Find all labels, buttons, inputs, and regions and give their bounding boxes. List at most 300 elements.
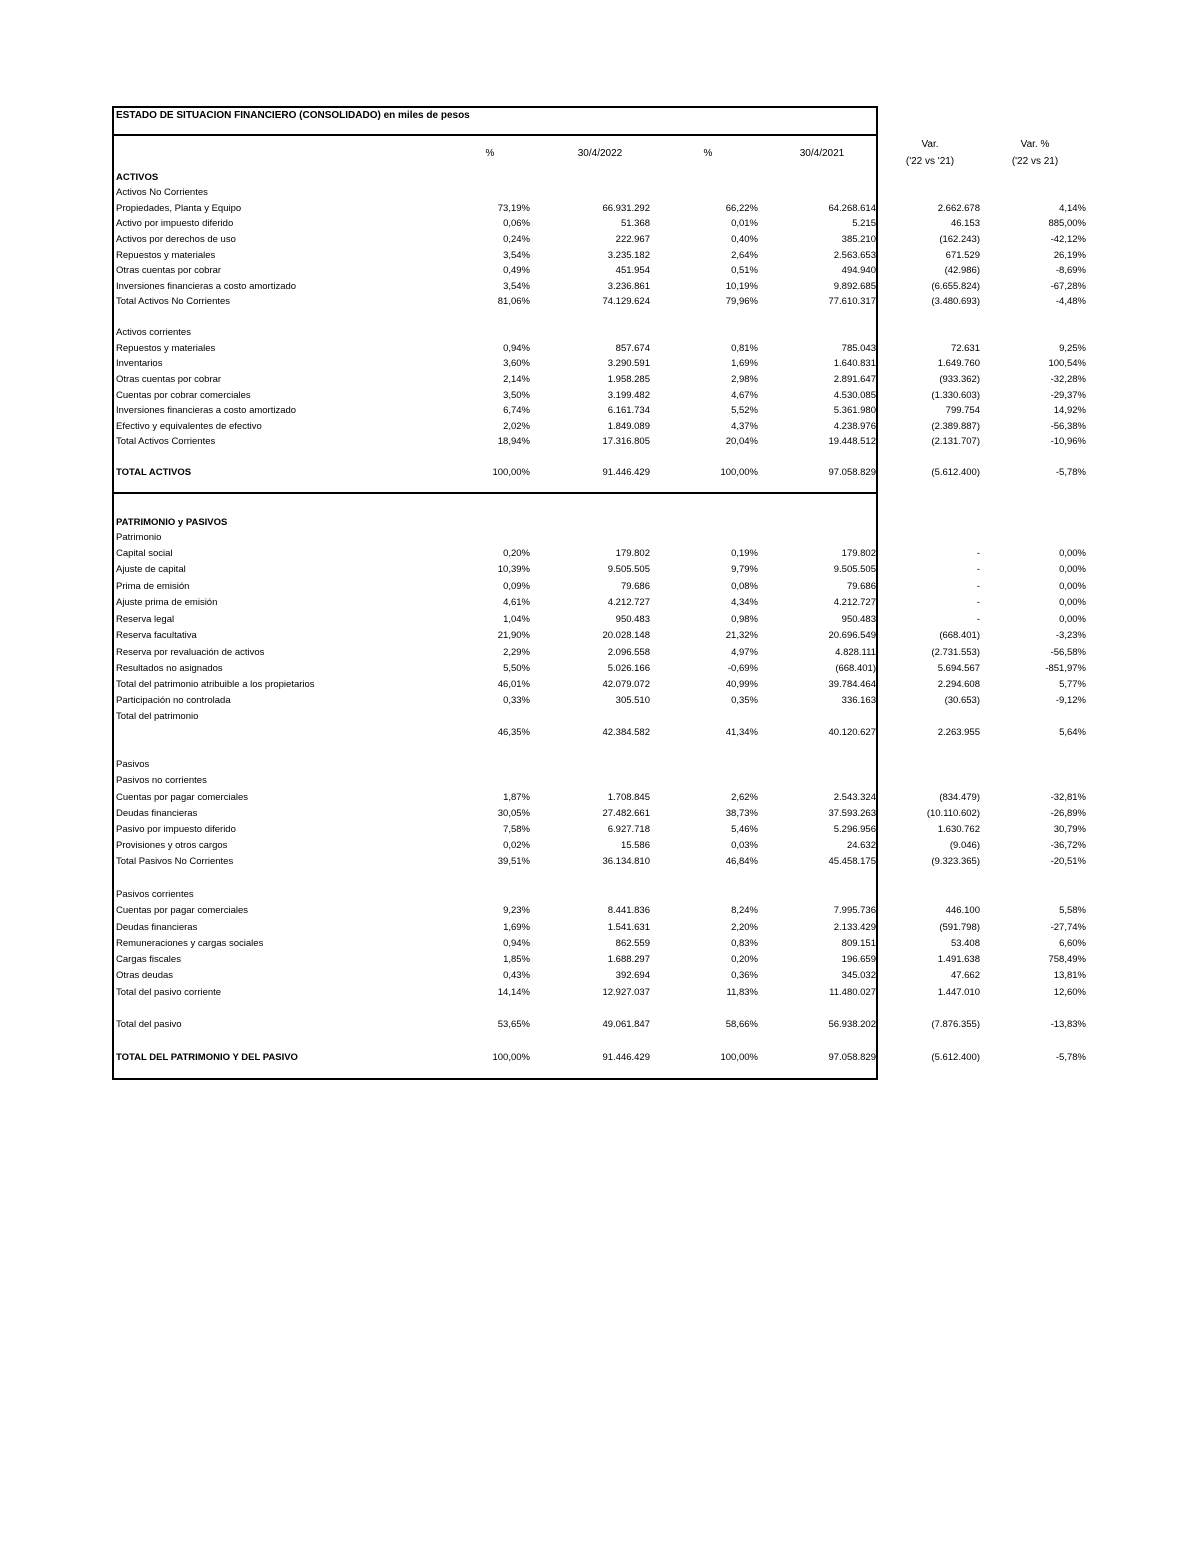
row-value-col5: (162.243) — [939, 234, 980, 245]
row-value-col1: 7,58% — [503, 824, 530, 835]
row-label: Total del pasivo corriente — [116, 987, 222, 998]
row-value-col2: 20.028.148 — [602, 630, 650, 641]
row-label: Cuentas por pagar comerciales — [116, 792, 249, 803]
row-value-col1: 73,19% — [497, 203, 530, 214]
header-varpct-line1: Var. % — [1020, 139, 1050, 150]
row-value-col6: 13,81% — [1053, 970, 1086, 981]
row-value-col2: 15.586 — [620, 840, 650, 851]
row-label: Repuestos y materiales — [116, 343, 216, 354]
row-value-col4: 2.133.429 — [833, 922, 876, 933]
row-value-col2: 17.316.805 — [602, 436, 650, 447]
row-value-col1: 39,51% — [497, 856, 530, 867]
row-value-col6: -42,12% — [1050, 234, 1086, 245]
table-row — [0, 263, 1200, 278]
row-label: Cuentas por cobrar comerciales — [116, 390, 251, 401]
row-value-col2: 1.541.631 — [607, 922, 650, 933]
row-value-col5: - — [976, 597, 980, 608]
row-value-col4: 40.120.627 — [828, 727, 876, 738]
row-value-col4: 79.686 — [846, 581, 876, 592]
row-value-col6: -36,72% — [1050, 840, 1086, 851]
row-value-col3: 100,00% — [720, 467, 758, 478]
row-value-col5: 47.662 — [950, 970, 980, 981]
table-row — [0, 185, 1200, 200]
row-value-col1: 0,94% — [503, 343, 530, 354]
row-value-col2: 3.199.482 — [607, 390, 650, 401]
row-value-col2: 27.482.661 — [602, 808, 650, 819]
table-row — [0, 887, 1200, 902]
row-value-col3: 2,62% — [731, 792, 758, 803]
row-value-col4: 179.802 — [841, 548, 876, 559]
row-value-col4: 950.483 — [841, 614, 876, 625]
row-value-col4: 5.215 — [852, 218, 876, 229]
header-var-line1: Var. — [921, 139, 939, 150]
row-value-col2: 74.129.624 — [602, 296, 650, 307]
row-label: Patrimonio — [116, 532, 162, 543]
table-row — [0, 403, 1200, 418]
table-row — [0, 325, 1200, 340]
row-value-col3: 0,35% — [731, 695, 758, 706]
row-value-col4: 336.163 — [841, 695, 876, 706]
row-value-col3: 0,83% — [731, 938, 758, 949]
row-value-col5: 799.754 — [945, 405, 980, 416]
row-value-col1: 0,06% — [503, 218, 530, 229]
row-label: Pasivos corrientes — [116, 889, 194, 900]
row-label: Prima de emisión — [116, 581, 190, 592]
table-row — [0, 279, 1200, 294]
row-label: TOTAL ACTIVOS — [116, 467, 192, 478]
row-label: Otras cuentas por cobrar — [116, 374, 222, 385]
row-value-col3: 4,34% — [731, 597, 758, 608]
row-value-col3: 0,36% — [731, 970, 758, 981]
row-value-col6: 0,00% — [1059, 614, 1086, 625]
table-row — [0, 530, 1200, 545]
row-value-col1: 0,20% — [503, 548, 530, 559]
row-value-col1: 0,24% — [503, 234, 530, 245]
row-value-col1: 2,14% — [503, 374, 530, 385]
row-value-col4: 64.268.614 — [828, 203, 876, 214]
row-value-col5: 2.662.678 — [937, 203, 980, 214]
row-value-col4: 77.610.317 — [828, 296, 876, 307]
row-value-col6: 5,58% — [1059, 905, 1086, 916]
row-value-col1: 0,33% — [503, 695, 530, 706]
row-value-col5: (2.131.707) — [931, 436, 980, 447]
row-value-col3: 10,19% — [725, 281, 758, 292]
row-value-col5: 2.294.608 — [937, 679, 980, 690]
row-value-col5: - — [976, 548, 980, 559]
row-label: Efectivo y equivalentes de efectivo — [116, 421, 262, 432]
row-value-col5: (1.330.603) — [931, 390, 980, 401]
row-value-col1: 0,02% — [503, 840, 530, 851]
row-value-col6: 0,00% — [1059, 581, 1086, 592]
table-row — [0, 388, 1200, 403]
header-varpct-line2: ('22 vs 21) — [1011, 156, 1059, 167]
row-value-col4: 11.480.027 — [829, 987, 876, 998]
row-value-col1: 0,94% — [503, 938, 530, 949]
row-value-col3: 38,73% — [725, 808, 758, 819]
row-value-col4: 809.151 — [841, 938, 876, 949]
table-row — [0, 920, 1200, 935]
row-value-col4: 37.593.263 — [828, 808, 876, 819]
row-value-col1: 14,14% — [497, 987, 530, 998]
row-value-col1: 4,61% — [503, 597, 530, 608]
row-value-col6: -8,69% — [1055, 265, 1086, 276]
row-value-col1: 18,94% — [497, 436, 530, 447]
table-row — [0, 725, 1200, 740]
row-value-col3: 0,81% — [731, 343, 758, 354]
row-value-col1: 2,02% — [503, 421, 530, 432]
row-value-col6: 30,79% — [1053, 824, 1086, 835]
row-value-col1: 3,54% — [503, 250, 530, 261]
row-value-col5: (5.612.400) — [931, 1052, 980, 1063]
row-value-col1: 1,87% — [503, 792, 530, 803]
row-value-col5: (591.798) — [939, 922, 980, 933]
row-value-col1: 1,85% — [503, 954, 530, 965]
row-value-col4: 1.640.831 — [833, 358, 876, 369]
row-value-col5: 46.153 — [950, 218, 980, 229]
table-row — [0, 1050, 1200, 1065]
row-value-col6: 9,25% — [1059, 343, 1086, 354]
row-value-col2: 392.694 — [615, 970, 650, 981]
row-label: PATRIMONIO y PASIVOS — [116, 517, 228, 528]
row-value-col4: 4.238.976 — [833, 421, 876, 432]
row-value-col1: 100,00% — [492, 467, 530, 478]
row-value-col5: (2.389.887) — [931, 421, 980, 432]
row-value-col6: 5,77% — [1059, 679, 1086, 690]
row-value-col4: 196.659 — [841, 954, 876, 965]
row-value-col4: 7.995.736 — [833, 905, 876, 916]
row-value-col4: 2.563.653 — [833, 250, 876, 261]
row-value-col4: 4.828.111 — [835, 647, 876, 658]
row-value-col4: 5.361.980 — [833, 405, 876, 416]
row-value-col1: 0,49% — [503, 265, 530, 276]
row-value-col2: 305.510 — [615, 695, 650, 706]
row-value-col6: -13,83% — [1050, 1019, 1086, 1030]
row-value-col1: 2,29% — [503, 647, 530, 658]
row-value-col5: - — [976, 564, 980, 575]
row-value-col4: 494.940 — [841, 265, 876, 276]
row-label: Reserva facultativa — [116, 630, 197, 641]
row-label: Pasivos — [116, 759, 150, 770]
table-row — [0, 294, 1200, 309]
row-value-col6: 4,14% — [1059, 203, 1086, 214]
row-value-col1: 9,23% — [503, 905, 530, 916]
row-value-col2: 1.849.089 — [607, 421, 650, 432]
row-label: Cargas fiscales — [116, 954, 181, 965]
row-value-col2: 1.958.285 — [607, 374, 650, 385]
row-value-col5: 53.408 — [950, 938, 980, 949]
row-value-col2: 49.061.847 — [602, 1019, 650, 1030]
row-value-col3: 21,32% — [725, 630, 758, 641]
row-label: Ajuste prima de emisión — [116, 597, 218, 608]
table-row — [0, 595, 1200, 610]
row-value-col6: -29,37% — [1050, 390, 1086, 401]
row-value-col1: 46,35% — [497, 727, 530, 738]
row-value-col2: 862.559 — [615, 938, 650, 949]
row-value-col2: 5.026.166 — [607, 663, 650, 674]
table-row — [0, 757, 1200, 772]
row-label: Inversiones financieras a costo amortizado — [116, 405, 297, 416]
row-value-col2: 79.686 — [620, 581, 650, 592]
row-value-col6: -26,89% — [1050, 808, 1086, 819]
row-value-col2: 179.802 — [615, 548, 650, 559]
row-label: Inventarios — [116, 358, 163, 369]
row-value-col1: 53,65% — [497, 1019, 530, 1030]
row-value-col6: 5,64% — [1059, 727, 1086, 738]
row-label: Remuneraciones y cargas sociales — [116, 938, 264, 949]
row-label: Total Activos No Corrientes — [116, 296, 231, 307]
row-value-col5: 72.631 — [950, 343, 980, 354]
row-value-col4: 2.891.647 — [833, 374, 876, 385]
row-value-col2: 66.931.292 — [602, 203, 650, 214]
row-value-col6: -3,23% — [1055, 630, 1086, 641]
row-value-col6: -67,28% — [1050, 281, 1086, 292]
row-value-col2: 51.368 — [620, 218, 650, 229]
row-label: Activo por impuesto diferido — [116, 218, 234, 229]
row-value-col5: (42.986) — [944, 265, 980, 276]
row-value-col3: 66,22% — [725, 203, 758, 214]
row-value-col6: -20,51% — [1050, 856, 1086, 867]
row-value-col4: 9.505.505 — [833, 564, 876, 575]
table-row — [0, 201, 1200, 216]
row-label: Reserva legal — [116, 614, 175, 625]
header-pct-2021: % — [703, 148, 713, 159]
row-label: Activos corrientes — [116, 327, 191, 338]
table-row — [0, 661, 1200, 676]
table-row — [0, 248, 1200, 263]
row-value-col1: 81,06% — [497, 296, 530, 307]
row-value-col5: (9.323.365) — [931, 856, 980, 867]
row-value-col4: 97.058.829 — [828, 467, 876, 478]
row-value-col5: 446.100 — [945, 905, 980, 916]
row-value-col3: 0,19% — [731, 548, 758, 559]
table-row — [0, 612, 1200, 627]
table-row — [0, 434, 1200, 449]
row-value-col5: - — [976, 614, 980, 625]
row-value-col4: 9.892.685 — [833, 281, 876, 292]
row-value-col2: 42.079.072 — [602, 679, 650, 690]
row-value-col3: 1,69% — [731, 358, 758, 369]
row-value-col6: 6,60% — [1059, 938, 1086, 949]
row-value-col2: 2.096.558 — [607, 647, 650, 658]
row-label: Pasivos no corrientes — [116, 775, 207, 786]
row-value-col2: 1.708.845 — [607, 792, 650, 803]
row-value-col6: 12,60% — [1053, 987, 1086, 998]
row-value-col2: 6.927.718 — [607, 824, 650, 835]
row-value-col2: 857.674 — [615, 343, 650, 354]
row-value-col6: 26,19% — [1053, 250, 1086, 261]
row-value-col5: (5.612.400) — [931, 467, 980, 478]
row-value-col3: 0,01% — [731, 218, 758, 229]
row-value-col1: 30,05% — [497, 808, 530, 819]
row-value-col5: (933.362) — [939, 374, 980, 385]
row-value-col4: 39.784.464 — [828, 679, 876, 690]
row-label: Deudas financieras — [116, 808, 198, 819]
row-label: Total del pasivo — [116, 1019, 182, 1030]
table-row — [0, 677, 1200, 692]
row-value-col2: 950.483 — [615, 614, 650, 625]
row-value-col2: 3.235.182 — [607, 250, 650, 261]
row-value-col6: -5,78% — [1055, 467, 1086, 478]
table-row — [0, 170, 1200, 185]
table-row — [0, 562, 1200, 577]
row-value-col5: - — [976, 581, 980, 592]
row-value-col2: 9.505.505 — [607, 564, 650, 575]
table-row — [0, 546, 1200, 561]
row-value-col4: 20.696.549 — [828, 630, 876, 641]
row-value-col4: 345.032 — [841, 970, 876, 981]
row-value-col4: 4.530.085 — [833, 390, 876, 401]
table-row — [0, 822, 1200, 837]
row-value-col6: 0,00% — [1059, 597, 1086, 608]
row-value-col3: 2,64% — [731, 250, 758, 261]
row-value-col6: 758,49% — [1048, 954, 1086, 965]
row-label: Total del patrimonio — [116, 711, 199, 722]
row-value-col1: 3,50% — [503, 390, 530, 401]
table-row — [0, 372, 1200, 387]
row-value-col5: 5.694.567 — [937, 663, 980, 674]
row-value-col3: 46,84% — [725, 856, 758, 867]
row-value-col6: 0,00% — [1059, 548, 1086, 559]
table-row — [0, 419, 1200, 434]
row-label: Otras deudas — [116, 970, 174, 981]
row-value-col6: -56,38% — [1050, 421, 1086, 432]
row-value-col6: -32,81% — [1050, 792, 1086, 803]
table-row — [0, 773, 1200, 788]
row-value-col6: 885,00% — [1048, 218, 1086, 229]
row-value-col1: 1,69% — [503, 922, 530, 933]
row-value-col6: -56,58% — [1050, 647, 1086, 658]
row-value-col4: 97.058.829 — [828, 1052, 876, 1063]
row-value-col3: 0,20% — [731, 954, 758, 965]
row-value-col2: 91.446.429 — [602, 1052, 650, 1063]
row-value-col4: 2.543.324 — [833, 792, 876, 803]
row-value-col3: 9,79% — [731, 564, 758, 575]
row-value-col5: (10.110.602) — [926, 808, 980, 819]
row-value-col5: 1.630.762 — [937, 824, 980, 835]
table-row — [0, 232, 1200, 247]
table-row — [0, 579, 1200, 594]
row-value-col2: 91.446.429 — [602, 467, 650, 478]
row-label: Deudas financieras — [116, 922, 198, 933]
row-value-col3: 4,97% — [731, 647, 758, 658]
header-date-2021: 30/4/2021 — [799, 148, 845, 159]
row-value-col3: 8,24% — [731, 905, 758, 916]
row-value-col6: -851,97% — [1045, 663, 1086, 674]
row-value-col5: (834.479) — [939, 792, 980, 803]
row-label: Activos No Corrientes — [116, 187, 208, 198]
row-value-col4: 385.210 — [841, 234, 876, 245]
row-value-col6: -9,12% — [1055, 695, 1086, 706]
row-value-col1: 3,60% — [503, 358, 530, 369]
row-value-col3: 0,08% — [731, 581, 758, 592]
row-value-col6: -10,96% — [1050, 436, 1086, 447]
row-value-col3: 58,66% — [725, 1019, 758, 1030]
row-value-col5: 1.447.010 — [937, 987, 980, 998]
row-value-col2: 1.688.297 — [607, 954, 650, 965]
row-label: Provisiones y otros cargos — [116, 840, 228, 851]
table-row — [0, 341, 1200, 356]
row-value-col1: 100,00% — [492, 1052, 530, 1063]
row-value-col3: 40,99% — [725, 679, 758, 690]
row-value-col2: 36.134.810 — [602, 856, 650, 867]
row-value-col4: 4.212.727 — [833, 597, 876, 608]
row-value-col5: (9.046) — [949, 840, 980, 851]
row-label: Ajuste de capital — [116, 564, 186, 575]
row-label: Reserva por revaluación de activos — [116, 647, 265, 658]
row-value-col1: 46,01% — [497, 679, 530, 690]
row-label: Pasivo por impuesto diferido — [116, 824, 236, 835]
row-label: Resultados no asignados — [116, 663, 223, 674]
row-label: Total del patrimonio atribuible a los propietarios — [116, 679, 315, 690]
row-value-col3: 79,96% — [725, 296, 758, 307]
table-row — [0, 806, 1200, 821]
table-row — [0, 903, 1200, 918]
row-value-col3: 11,83% — [726, 987, 758, 998]
row-value-col3: 0,40% — [731, 234, 758, 245]
row-value-col1: 10,39% — [497, 564, 530, 575]
header-date-2022: 30/4/2022 — [577, 148, 623, 159]
row-value-col3: 5,52% — [731, 405, 758, 416]
row-value-col3: 4,37% — [731, 421, 758, 432]
row-value-col5: (7.876.355) — [931, 1019, 980, 1030]
row-value-col6: -4,48% — [1055, 296, 1086, 307]
row-value-col5: (668.401) — [939, 630, 980, 641]
row-value-col5: 1.649.760 — [937, 358, 980, 369]
row-value-col5: 2.263.955 — [937, 727, 980, 738]
row-value-col4: 5.296.956 — [833, 824, 876, 835]
table-row — [0, 1017, 1200, 1032]
row-value-col5: (6.655.824) — [931, 281, 980, 292]
table-row — [0, 790, 1200, 805]
row-value-col6: -32,28% — [1050, 374, 1086, 385]
header-pct-2022: % — [485, 148, 495, 159]
row-label: Capital social — [116, 548, 173, 559]
row-value-col6: 100,54% — [1048, 358, 1086, 369]
row-value-col1: 1,04% — [503, 614, 530, 625]
table-row — [0, 465, 1200, 480]
row-value-col2: 4.212.727 — [607, 597, 650, 608]
row-value-col1: 6,74% — [503, 405, 530, 416]
row-value-col4: 24.632 — [846, 840, 876, 851]
row-label: Inversiones financieras a costo amortizado — [116, 281, 297, 292]
row-label: TOTAL DEL PATRIMONIO Y DEL PASIVO — [116, 1052, 298, 1063]
row-value-col5: 671.529 — [945, 250, 980, 261]
row-value-col3: 4,67% — [731, 390, 758, 401]
row-label: Participación no controlada — [116, 695, 231, 706]
row-value-col2: 42.384.582 — [602, 727, 650, 738]
row-label: Propiedades, Planta y Equipo — [116, 203, 242, 214]
table-row — [0, 854, 1200, 869]
row-value-col2: 222.967 — [615, 234, 650, 245]
row-value-col2: 451.954 — [615, 265, 650, 276]
report-title: ESTADO DE SITUACION FINANCIERO (CONSOLIDADO) en miles de pesos — [116, 110, 470, 121]
row-label: Repuestos y materiales — [116, 250, 216, 261]
row-value-col2: 6.161.734 — [607, 405, 650, 416]
table-row — [0, 952, 1200, 967]
table-row — [0, 985, 1200, 1000]
row-value-col4: 56.938.202 — [828, 1019, 876, 1030]
row-value-col3: 41,34% — [725, 727, 758, 738]
row-value-col6: -27,74% — [1050, 922, 1086, 933]
table-row — [0, 216, 1200, 231]
row-value-col1: 0,09% — [503, 581, 530, 592]
row-value-col1: 0,43% — [503, 970, 530, 981]
row-label: Cuentas por pagar comerciales — [116, 905, 249, 916]
row-label: Total Activos Corrientes — [116, 436, 216, 447]
table-row — [0, 968, 1200, 983]
row-value-col3: 100,00% — [720, 1052, 758, 1063]
row-value-col4: 19.448.512 — [828, 436, 876, 447]
